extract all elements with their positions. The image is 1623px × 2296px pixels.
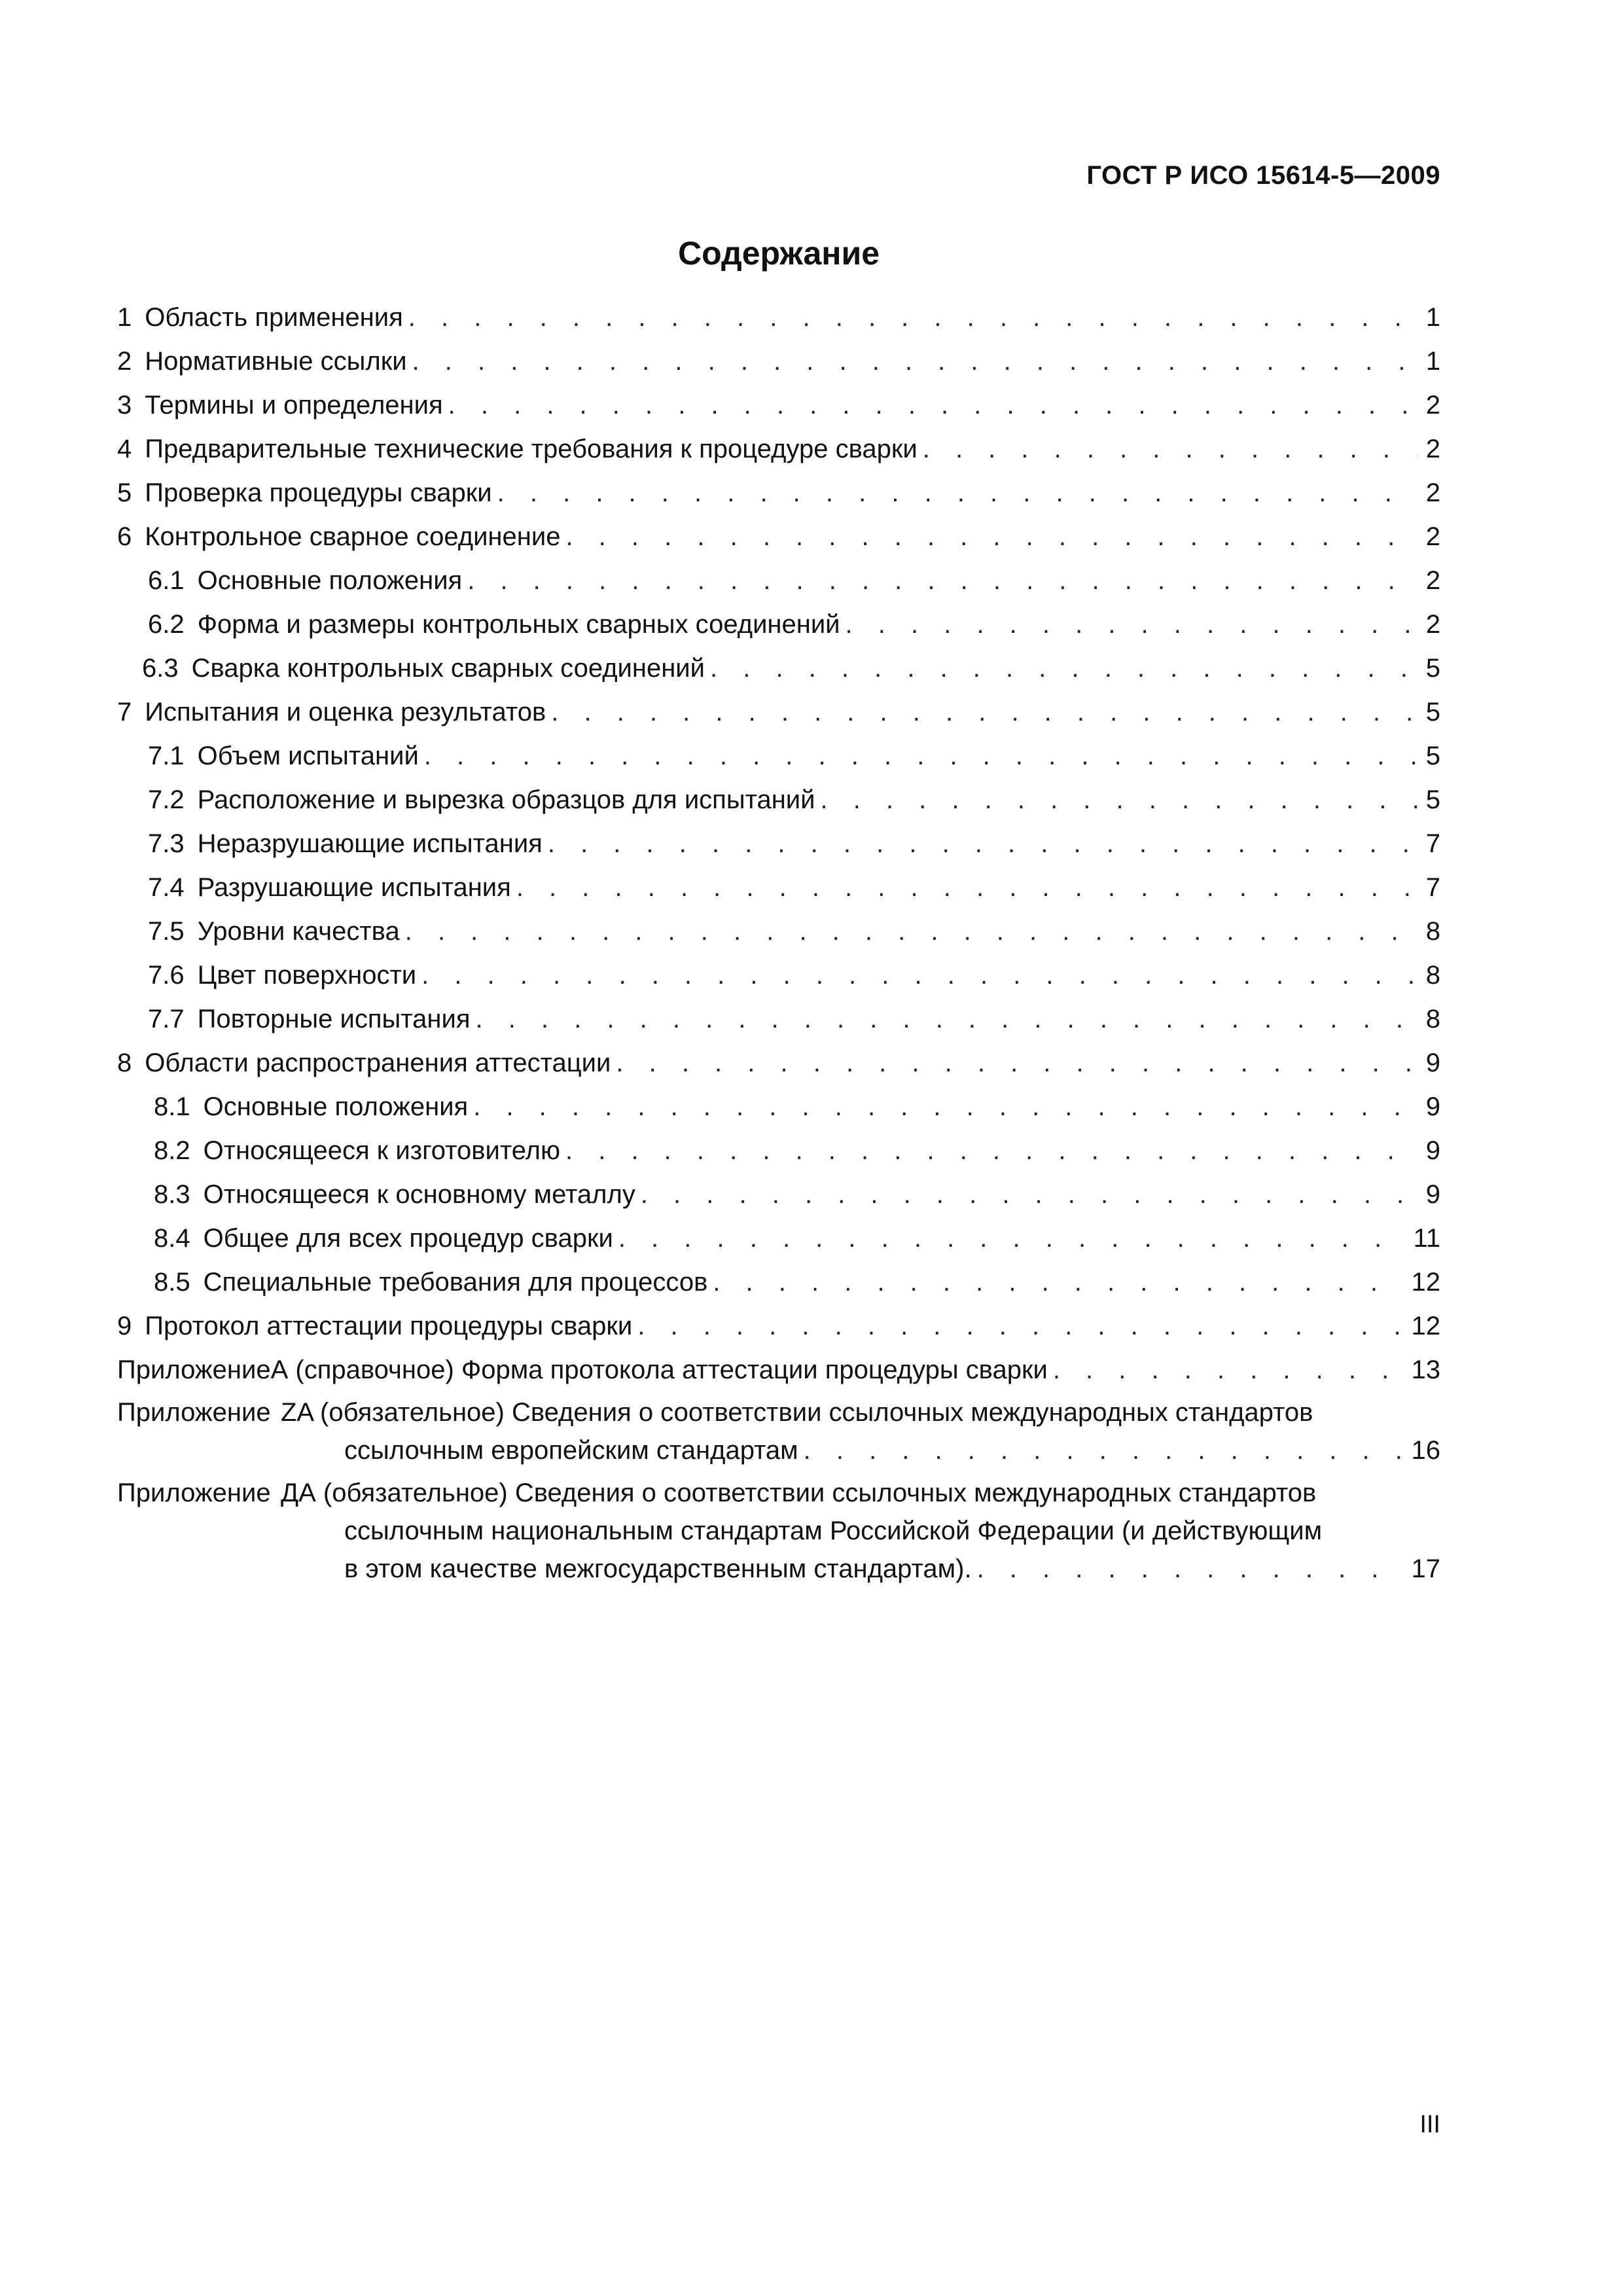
toc-leader-dots bbox=[405, 910, 1418, 954]
toc-leader-dots bbox=[412, 340, 1418, 384]
toc-entry[interactable] bbox=[117, 1041, 1440, 1085]
toc-entry-title: Цвет поверхности bbox=[197, 961, 417, 990]
toc-entry-number: 7.3 bbox=[148, 829, 185, 858]
toc-entry[interactable] bbox=[117, 1217, 1440, 1261]
toc-entry-number: 7.1 bbox=[148, 742, 185, 770]
toc-leader-dots bbox=[710, 647, 1418, 691]
toc-entry[interactable] bbox=[117, 866, 1440, 910]
toc-entry-page: 8 bbox=[1425, 961, 1440, 990]
toc-entry-page: 9 bbox=[1425, 1136, 1440, 1165]
toc-entry-title: Объем испытаний bbox=[197, 742, 419, 770]
toc-leader-dots bbox=[551, 691, 1418, 734]
toc-entry[interactable] bbox=[117, 427, 1440, 471]
toc-entry-title: Разрушающие испытания bbox=[197, 873, 511, 902]
toc-entry-page: 5 bbox=[1425, 785, 1440, 814]
toc-leader-dots bbox=[804, 1431, 1405, 1469]
toc-entry-number: 6 bbox=[117, 522, 132, 551]
toc-entry[interactable] bbox=[117, 954, 1440, 997]
toc-leader-dots bbox=[473, 1085, 1418, 1129]
table-of-contents bbox=[117, 296, 1440, 1592]
toc-entry[interactable] bbox=[117, 1173, 1440, 1217]
toc-entry-title: Неразрушающие испытания bbox=[197, 829, 543, 858]
toc-entry[interactable] bbox=[117, 1261, 1440, 1304]
toc-entry-number: 8 bbox=[117, 1049, 132, 1077]
toc-leader-dots bbox=[448, 384, 1418, 427]
toc-entry-page: 7 bbox=[1425, 873, 1440, 902]
toc-entry-page: 1 bbox=[1425, 347, 1440, 376]
toc-leader-dots bbox=[820, 778, 1418, 822]
annex-title-line: А (справочное) Форма протокола аттестации процедуры сварки bbox=[270, 1355, 1048, 1384]
annex-title-line: в этом качестве межгосударственным стандартам). bbox=[344, 1554, 972, 1583]
toc-leader-dots bbox=[565, 515, 1418, 559]
toc-leader-dots bbox=[977, 1550, 1405, 1588]
toc-entry[interactable] bbox=[117, 997, 1440, 1041]
page-number: III bbox=[1419, 2111, 1440, 2138]
toc-entry-number: 7.7 bbox=[148, 1005, 185, 1033]
toc-entry-number: 8.1 bbox=[154, 1092, 190, 1121]
toc-leader-dots bbox=[846, 603, 1418, 647]
annex-title-line: ZA (обязательное) Сведения о соответствии ссылочных международных стандартов bbox=[281, 1398, 1313, 1427]
toc-entry-number: 8.4 bbox=[154, 1224, 190, 1253]
toc-entry-title: Форма и размеры контрольных сварных соединений bbox=[197, 610, 840, 639]
toc-entry-number: 7.5 bbox=[148, 917, 185, 946]
toc-entry-number: 2 bbox=[117, 347, 132, 376]
toc-entry-page: 2 bbox=[1425, 522, 1440, 551]
toc-entry-title: Сварка контрольных сварных соединений bbox=[191, 654, 705, 683]
toc-entry-number: 7 bbox=[117, 698, 132, 726]
toc-leader-dots bbox=[618, 1217, 1407, 1261]
toc-entry-number: 6.3 bbox=[142, 654, 179, 683]
toc-leader-dots bbox=[516, 866, 1418, 910]
toc-leader-dots bbox=[424, 734, 1418, 778]
annex-entry[interactable] bbox=[117, 1393, 1440, 1469]
annex-title-line: ссылочным европейским стандартам bbox=[344, 1436, 798, 1465]
toc-entry-page: 2 bbox=[1425, 566, 1440, 595]
toc-entry[interactable] bbox=[117, 559, 1440, 603]
toc-entry-title: Основные положения bbox=[203, 1092, 469, 1121]
toc-entry-title: Расположение и вырезка образцов для испытаний bbox=[197, 785, 815, 814]
toc-entry-title: Общее для всех процедур сварки bbox=[203, 1224, 613, 1253]
toc-entry-page: 5 bbox=[1425, 698, 1440, 726]
toc-entry-page: 8 bbox=[1425, 1005, 1440, 1033]
toc-entry-number: 5 bbox=[117, 478, 132, 507]
annex-prefix: Приложение bbox=[117, 1398, 271, 1427]
toc-entry[interactable] bbox=[117, 515, 1440, 559]
toc-entry-number: 4 bbox=[117, 435, 132, 463]
toc-entry-page: 8 bbox=[1425, 917, 1440, 946]
toc-entry-title: Основные положения bbox=[197, 566, 463, 595]
toc-entry[interactable] bbox=[117, 734, 1440, 778]
toc-entry-page: 2 bbox=[1425, 435, 1440, 463]
toc-leader-dots bbox=[923, 427, 1418, 471]
toc-entry-title: Уровни качества bbox=[197, 917, 400, 946]
annex-page: 17 bbox=[1411, 1554, 1440, 1583]
toc-entry-title: Нормативные ссылки bbox=[145, 347, 407, 376]
toc-leader-dots bbox=[467, 559, 1418, 603]
toc-leader-dots bbox=[497, 471, 1418, 515]
toc-entry-page: 11 bbox=[1413, 1224, 1440, 1253]
toc-entry-number: 6.2 bbox=[148, 610, 185, 639]
toc-entry[interactable] bbox=[117, 910, 1440, 954]
toc-entry[interactable] bbox=[117, 1129, 1440, 1173]
toc-entry-title: Термины и определения bbox=[145, 391, 443, 420]
annex-entry[interactable] bbox=[117, 1351, 1440, 1389]
toc-entry-title: Предварительные технические требования к процедуре сварки bbox=[145, 435, 918, 463]
toc-entry-number: 8.3 bbox=[154, 1180, 190, 1209]
toc-entry-title: Протокол аттестации процедуры сварки bbox=[145, 1312, 633, 1340]
annex-entry[interactable] bbox=[117, 1474, 1440, 1588]
toc-leader-dots bbox=[408, 296, 1418, 340]
toc-entry-page: 2 bbox=[1425, 610, 1440, 639]
toc-entry[interactable] bbox=[117, 603, 1440, 647]
toc-entry[interactable] bbox=[117, 1304, 1440, 1348]
toc-entry[interactable] bbox=[117, 296, 1440, 340]
toc-entry-page: 9 bbox=[1425, 1049, 1440, 1077]
annex-page: 16 bbox=[1411, 1436, 1440, 1465]
toc-leader-dots bbox=[616, 1041, 1418, 1085]
toc-entry[interactable] bbox=[117, 384, 1440, 427]
toc-entry[interactable] bbox=[117, 1085, 1440, 1129]
toc-leader-dots bbox=[641, 1173, 1418, 1217]
toc-entry-title: Специальные требования для процессов bbox=[203, 1268, 708, 1297]
toc-entry-page: 9 bbox=[1425, 1092, 1440, 1121]
toc-leader-dots bbox=[713, 1261, 1404, 1304]
toc-entry-title: Относящееся к основному металлу bbox=[203, 1180, 635, 1209]
toc-title: Содержание bbox=[677, 235, 880, 272]
toc-entry[interactable] bbox=[117, 822, 1440, 866]
standard-identifier: ГОСТ Р ИСО 15614-5—2009 bbox=[1086, 161, 1440, 190]
toc-entry[interactable] bbox=[117, 471, 1440, 515]
toc-entry-title: Повторные испытания bbox=[197, 1005, 471, 1033]
toc-entry-page: 5 bbox=[1425, 742, 1440, 770]
toc-entry-title: Области распространения аттестации bbox=[145, 1049, 611, 1077]
annex-prefix: Приложение bbox=[117, 1355, 271, 1384]
toc-entry-page: 2 bbox=[1425, 478, 1440, 507]
toc-entry[interactable] bbox=[117, 691, 1440, 734]
toc-entry-title: Относящееся к изготовителю bbox=[203, 1136, 560, 1165]
toc-entry-page: 9 bbox=[1425, 1180, 1440, 1209]
toc-entry-title: Область применения bbox=[145, 303, 403, 332]
toc-entry-page: 1 bbox=[1425, 303, 1440, 332]
toc-entry-page: 7 bbox=[1425, 829, 1440, 858]
toc-entry[interactable] bbox=[117, 647, 1440, 691]
toc-entry[interactable] bbox=[117, 778, 1440, 822]
toc-leader-dots bbox=[421, 954, 1418, 997]
toc-entry-page: 2 bbox=[1425, 391, 1440, 420]
toc-entry-number: 9 bbox=[117, 1312, 132, 1340]
toc-entry-number: 1 bbox=[117, 303, 132, 332]
annex-title-line: ссылочным национальным стандартам Российской Федерации (и действующим bbox=[344, 1516, 1323, 1545]
toc-entry-number: 8.2 bbox=[154, 1136, 190, 1165]
annex-page: 13 bbox=[1411, 1355, 1440, 1384]
annex-prefix: Приложение bbox=[117, 1479, 271, 1507]
toc-entry-page: 12 bbox=[1411, 1312, 1440, 1340]
toc-leader-dots bbox=[565, 1129, 1418, 1173]
toc-leader-dots bbox=[637, 1304, 1404, 1348]
toc-entry-number: 3 bbox=[117, 391, 132, 420]
toc-entry-number: 6.1 bbox=[148, 566, 185, 595]
toc-leader-dots bbox=[1053, 1351, 1405, 1389]
annex-list bbox=[117, 1351, 1440, 1588]
toc-entry-title: Испытания и оценка результатов bbox=[145, 698, 546, 726]
toc-entry-page: 12 bbox=[1411, 1268, 1440, 1297]
toc-entry-number: 7.6 bbox=[148, 961, 185, 990]
toc-entry[interactable] bbox=[117, 340, 1440, 384]
toc-entry-number: 8.5 bbox=[154, 1268, 190, 1297]
toc-leader-dots bbox=[476, 997, 1418, 1041]
toc-entry-title: Проверка процедуры сварки bbox=[145, 478, 492, 507]
toc-leader-dots bbox=[548, 822, 1418, 866]
toc-entry-number: 7.4 bbox=[148, 873, 185, 902]
toc-entry-title: Контрольное сварное соединение bbox=[145, 522, 561, 551]
toc-entry-page: 5 bbox=[1425, 654, 1440, 683]
annex-title-line: ДА (обязательное) Сведения о соответствии ссылочных международных стандартов bbox=[281, 1479, 1317, 1507]
toc-entry-number: 7.2 bbox=[148, 785, 185, 814]
